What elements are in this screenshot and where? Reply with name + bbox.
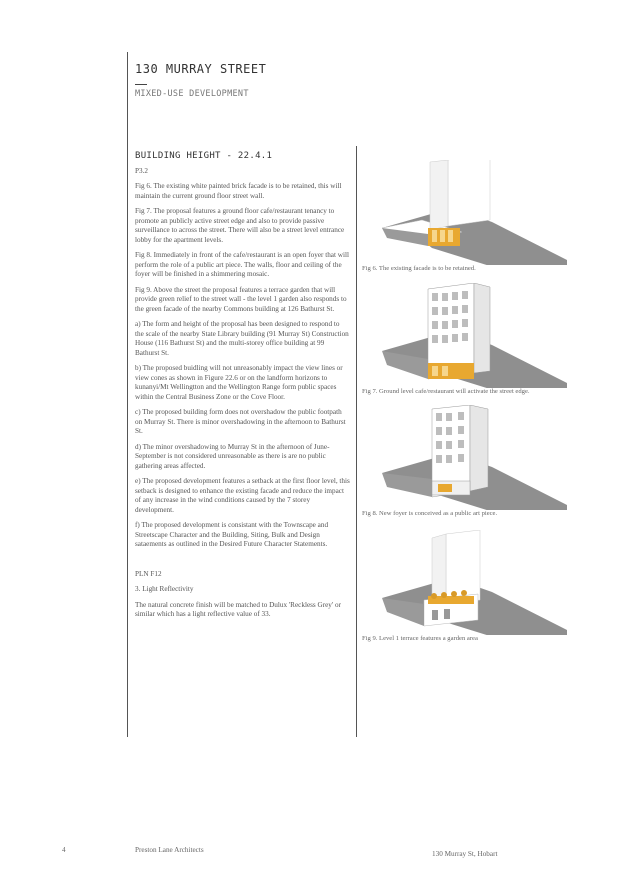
figure-7-caption: Fig 7. Ground level cafe/restaurant will activate the street edge. [362,388,530,395]
figure-6 [362,160,567,272]
paragraph: Fig 8. Immediately in front of the cafe/restaurant is an open foyer that will perform the role of a public art piece. The walls, floor and ceiling of the foyer will be finished in a shimmering mosaic. [135,251,349,278]
figure-8-caption: Fig 8. New foyer is conceived as a public art piece. [362,510,498,517]
section-reference: P3.2 [135,166,148,175]
section2-reference: PLN F12 [135,569,162,578]
page-title: 130 MURRAY STREET [135,62,267,76]
section-heading: BUILDING HEIGHT - 22.4.1 [135,151,273,161]
footer-firm: Preston Lane Architects [135,846,204,854]
paragraph: Fig 9. Above the street the proposal features a terrace garden that will provide green relief to the street wall - the level 1 garden also responds to the green facade of the nearby Commons building at 126 Bathurst St. [135,285,347,313]
section2-paragraph: The natural concrete finish will be matched to Dulux 'Reckless Grey' or similar which has a light reflective value of 33. [135,600,341,618]
figure-7-illustration [362,283,567,388]
paragraph: f) The proposed development is consistant with the Townscape and Streetscape Character and the Building, Siting, Bulk and Design sataements as outlined in the Desired Future Character Statements. [135,521,329,548]
figure-6-illustration [362,160,567,265]
paragraph: e) The proposed development features a setback at the first floor level, this setback is designed to enhance the existing facade and reduce the impact of any increase in the wind conditions caused by the 7 storey development. [135,477,350,514]
figure-9-caption: Fig 9. Level 1 terrace features a garden area [362,635,478,642]
paragraph: Fig 6. The existing white painted brick facade is to be retained, this will maintain the current ground floor street wall. [135,182,342,200]
section2-heading: 3. Light Reflectivity [135,585,194,593]
paragraph: b) The proposed buidling will not unreasonably impact the view lines or view cones as shown in Figure 22.6 or on the landform horizons to kunanyi/Mt Wellingtton and the Wellington Range form public spaces within the Central Business Zone or the Cove Floor. [135,364,343,401]
figure-8 [362,405,567,517]
left-vertical-rule [127,52,128,737]
body-text-column [135,152,350,626]
page-number: 4 [62,846,66,854]
paragraph: Fig 7. The proposal features a ground floor cafe/restaurant tenancy to promote an publicly active street edge and also to provide passive surveillance to across the street. There will also be a street level entrance lobby for the apartment levels. [135,207,345,244]
figure-6-caption: Fig 6. The existing facade is to be retained. [362,265,476,272]
paragraph: c) The proposed building form does not overshadow the public footpath on Murray St. There is minor overshadowing in the afternoon to Bathurst St. [135,408,346,435]
figure-9-illustration [362,530,567,635]
center-vertical-rule [356,146,357,737]
paragraph: d) The minor overshadowing to Murray St in the afternoon of June-September is not considered unreasonable as there is are no public gathering areas affected. [135,442,330,470]
figure-8-illustration [362,405,567,510]
title-divider [135,84,147,85]
footer-address: 130 Murray St, Hobart [432,850,498,858]
paragraph: a) The form and height of the proposal has been designed to respond to the scale of the nearby State Library building (91 Murray St) Construction House (116 Bathurst St) and the multi-storey office building at 99 Bathurst St. [135,320,349,357]
page-subtitle: MIXED-USE DEVELOPMENT [135,89,249,99]
figure-7 [362,283,567,395]
figure-9 [362,530,567,642]
